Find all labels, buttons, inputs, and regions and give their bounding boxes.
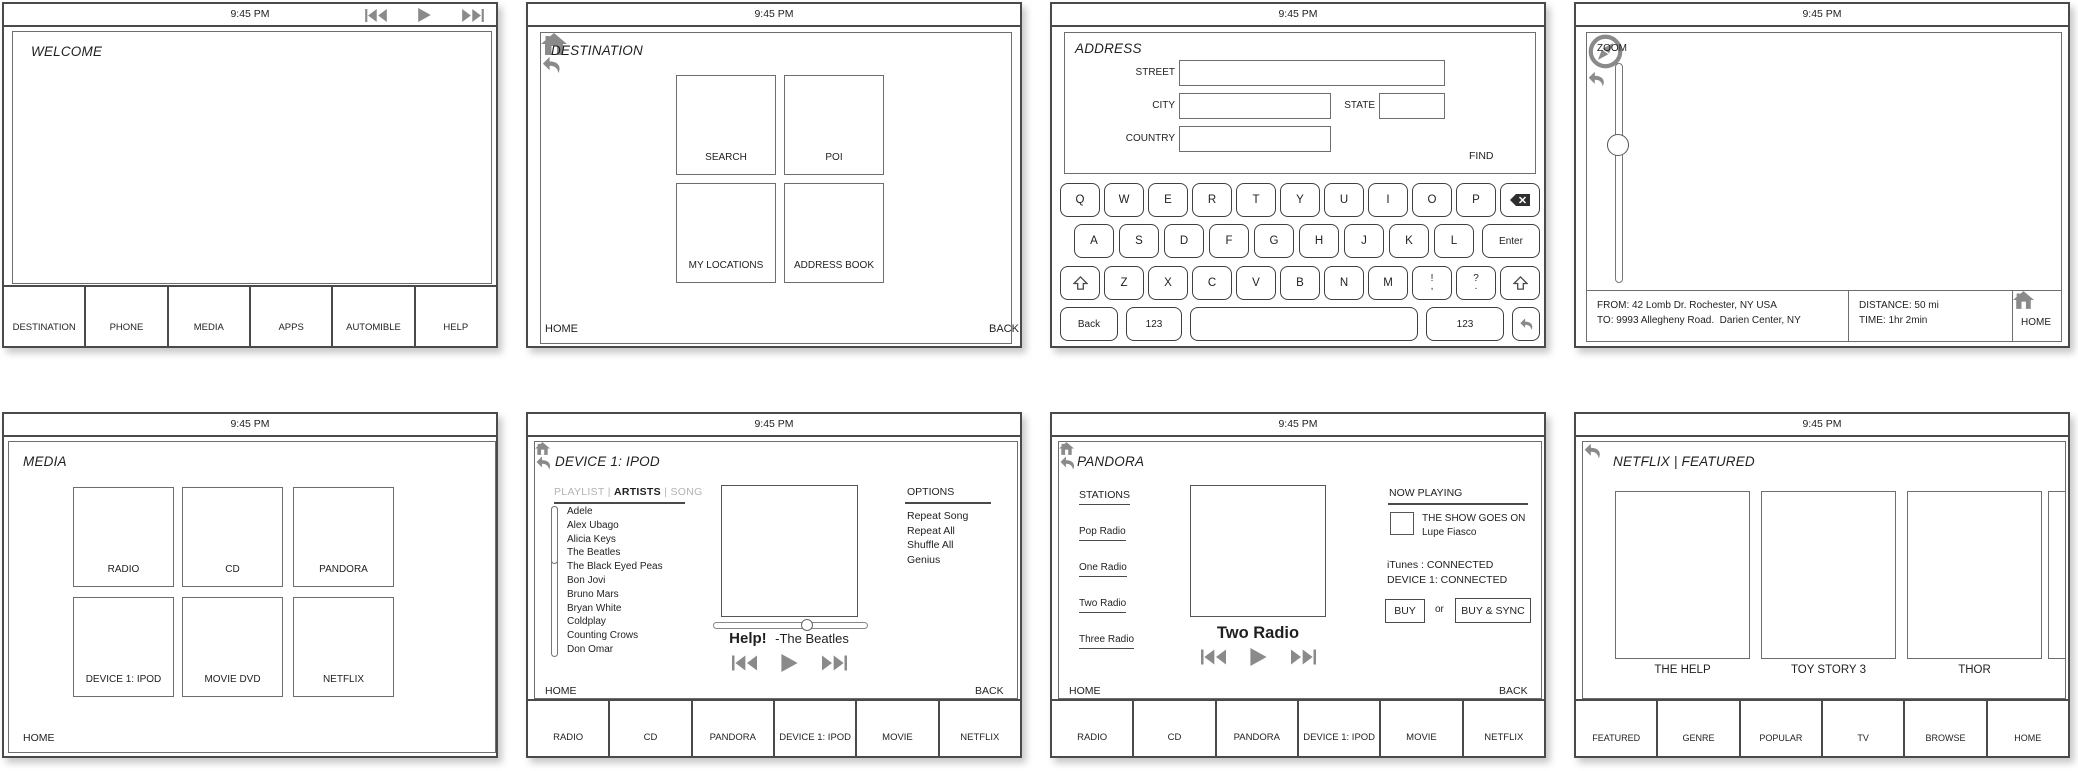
panel-welcome	[2, 2, 498, 348]
movie-poster[interactable]	[1761, 491, 1896, 659]
progress-track[interactable]	[713, 622, 868, 629]
my-locations-tile[interactable]: MY LOCATIONS	[676, 183, 776, 283]
movie-poster[interactable]	[1907, 491, 2042, 659]
key-w[interactable]: W	[1104, 183, 1144, 217]
panel-destination	[526, 2, 1022, 348]
nav-phone[interactable]: PHONE	[84, 287, 166, 346]
home-icon	[2013, 291, 2061, 309]
pandora-tile[interactable]: PANDORA	[293, 487, 394, 587]
nav-cd[interactable]: CD	[1132, 701, 1214, 756]
shift-key-left[interactable]	[1060, 266, 1100, 300]
panel-ipod	[526, 412, 1022, 758]
home-label[interactable]: HOME	[545, 685, 577, 697]
previous-track-icon[interactable]	[361, 9, 391, 22]
now-playing-info	[1422, 512, 1525, 540]
nav-pandora[interactable]: PANDORA	[1215, 701, 1297, 756]
netflix-tile[interactable]: NETFLIX	[293, 597, 394, 697]
page-title: DEVICE 1: IPOD	[555, 454, 660, 469]
back-label[interactable]: BACK	[989, 323, 1019, 335]
key-y[interactable]: Y	[1280, 183, 1320, 217]
nav-cd[interactable]: CD	[608, 701, 690, 756]
station-one-radio[interactable]: One Radio	[1079, 562, 1127, 577]
list-item[interactable]: Adele	[567, 506, 593, 517]
key-f[interactable]: F	[1209, 224, 1249, 258]
nav-home[interactable]: HOME	[1986, 701, 2068, 756]
address-book-tile[interactable]: ADDRESS BOOK	[784, 183, 884, 283]
list-item[interactable]: Don Omar	[567, 643, 614, 655]
home-cell[interactable]	[2013, 291, 2061, 341]
list-item[interactable]: Coldplay	[567, 616, 606, 628]
back-icon[interactable]	[1587, 70, 2061, 89]
or-label: or	[1435, 604, 1444, 615]
clock: 9:45 PM	[1802, 418, 1842, 430]
tab-separator: |	[607, 486, 611, 498]
key-u[interactable]: U	[1324, 183, 1364, 217]
movie-title: THE HELP	[1654, 664, 1711, 676]
destination-content	[540, 32, 1019, 344]
list-item[interactable]: The Beatles	[567, 547, 621, 559]
album-art	[1190, 485, 1326, 617]
street-field[interactable]	[1179, 60, 1445, 86]
tab-playlist[interactable]: PLAYLIST	[554, 486, 605, 498]
list-item[interactable]: Bryan White	[567, 602, 622, 614]
country-label: COUNTRY	[1125, 133, 1175, 144]
nav-ipod[interactable]: DEVICE 1: IPOD	[1297, 701, 1379, 756]
album-art	[721, 485, 858, 617]
key-question-label: ?	[1473, 273, 1479, 284]
tab-artists[interactable]: ARTISTS	[613, 486, 661, 498]
key-n[interactable]: N	[1324, 266, 1364, 300]
now-playing-text	[679, 630, 899, 648]
station-pop-radio[interactable]: Pop Radio	[1079, 526, 1126, 541]
route-info-bar	[1587, 290, 2061, 341]
back-label[interactable]: BACK	[1499, 685, 1528, 697]
panel-address	[1050, 2, 1546, 348]
play-icon[interactable]	[417, 8, 432, 22]
key-z[interactable]: Z	[1104, 266, 1144, 300]
key-e[interactable]: E	[1148, 183, 1188, 217]
status-bar	[1576, 4, 2068, 27]
list-item[interactable]: The Black Eyed Peas	[567, 561, 663, 573]
artist-list	[567, 505, 663, 657]
stations-title: STATIONS	[1079, 489, 1130, 505]
nav-apps[interactable]: APPS	[249, 287, 331, 346]
options-title: OPTIONS	[907, 486, 955, 498]
netflix-nav	[1576, 699, 2068, 756]
next-track-icon[interactable]	[822, 655, 847, 671]
now-playing-artist: Lupe Fiasco	[1422, 527, 1477, 538]
main-nav	[4, 285, 496, 346]
movie-poster-partial[interactable]	[2048, 491, 2066, 659]
key-o[interactable]: O	[1412, 183, 1452, 217]
undo-key[interactable]	[1512, 307, 1540, 341]
nav-popular[interactable]: POPULAR	[1739, 701, 1821, 756]
key-comma-label: ,	[1430, 281, 1434, 292]
country-field[interactable]	[1179, 126, 1331, 152]
tabs-underline	[554, 502, 685, 504]
city-label: CITY	[1152, 100, 1175, 111]
find-button[interactable]: FIND	[1469, 150, 1494, 162]
nav-browse[interactable]: BROWSE	[1903, 701, 1985, 756]
zoom-slider-thumb[interactable]	[1607, 134, 1629, 156]
nav-movie[interactable]: MOVIE	[855, 701, 937, 756]
current-station-title: Two Radio	[1216, 624, 1300, 642]
back-icon[interactable]	[541, 55, 1011, 76]
poi-tile[interactable]: POI	[784, 75, 884, 175]
route-to: TO: 9993 Allegheny Road. Darien Center, NY	[1597, 315, 1801, 326]
panel-pandora	[1050, 412, 1546, 758]
back-label[interactable]: BACK	[975, 685, 1004, 697]
key-g[interactable]: G	[1254, 224, 1294, 258]
status-bar	[4, 414, 496, 437]
clock: 9:45 PM	[754, 418, 794, 430]
key-p[interactable]: P	[1456, 183, 1496, 217]
home-label[interactable]: HOME	[1069, 685, 1101, 697]
movie-poster[interactable]	[1615, 491, 1750, 659]
options-underline	[905, 502, 991, 504]
route-addresses	[1587, 291, 1849, 341]
nav-genre[interactable]: GENRE	[1656, 701, 1738, 756]
movie-dvd-tile[interactable]: MOVIE DVD	[182, 597, 283, 697]
key-period-label: .	[1474, 281, 1478, 292]
option-repeat-song[interactable]: Repeat Song	[907, 510, 969, 522]
clock: 9:45 PM	[1802, 8, 1842, 20]
next-track-icon[interactable]	[1291, 649, 1316, 665]
list-item[interactable]: Counting Crows	[567, 630, 639, 642]
key-exclaim-label: !	[1430, 273, 1434, 284]
movie-title: THOR	[1958, 664, 1991, 676]
list-item[interactable]: Bon Jovi	[567, 574, 606, 586]
nav-featured[interactable]: FEATURED	[1592, 733, 1641, 743]
backspace-key[interactable]	[1500, 183, 1540, 217]
media-nav	[1052, 699, 1544, 756]
street-label: STREET	[1135, 67, 1175, 78]
page-title: PANDORA	[1077, 454, 1145, 469]
connection-status	[1387, 558, 1507, 588]
clock: 9:45 PM	[230, 8, 270, 20]
undo-arrow-icon	[1519, 317, 1534, 332]
buy-sync-button[interactable]: BUY & SYNC	[1455, 598, 1531, 623]
home-label[interactable]: HOME	[23, 732, 55, 744]
city-field[interactable]	[1179, 93, 1331, 119]
nav-radio[interactable]: RADIO	[1077, 732, 1108, 743]
key-t[interactable]: T	[1236, 183, 1276, 217]
play-icon[interactable]	[1250, 648, 1267, 666]
library-tabs	[554, 486, 703, 498]
buy-button[interactable]: BUY	[1385, 599, 1425, 623]
state-field[interactable]	[1379, 93, 1445, 119]
previous-track-icon[interactable]	[732, 655, 757, 671]
device-status: DEVICE 1: CONNECTED	[1387, 574, 1508, 586]
address-form	[1064, 32, 1536, 174]
nav-tv[interactable]: TV	[1821, 701, 1903, 756]
play-icon[interactable]	[781, 654, 798, 672]
page-title: MEDIA	[23, 454, 67, 469]
home-label[interactable]: HOME	[545, 323, 578, 335]
option-repeat-all[interactable]: Repeat All	[907, 524, 955, 537]
now-playing-underline	[1388, 503, 1528, 505]
previous-track-icon[interactable]	[1201, 649, 1226, 665]
num-key-left[interactable]: 123	[1126, 307, 1182, 341]
now-playing-title: NOW PLAYING	[1389, 487, 1463, 499]
media-nav	[528, 699, 1020, 756]
key-i[interactable]: I	[1368, 183, 1408, 217]
list-item[interactable]: Bruno Mars	[567, 588, 619, 600]
list-item[interactable]: Alex Ubago	[567, 519, 619, 531]
status-bar	[528, 4, 1020, 27]
key-l[interactable]: L	[1434, 224, 1474, 258]
playback-controls	[1148, 648, 1368, 666]
status-bar	[1052, 4, 1544, 27]
playback-controls	[679, 654, 899, 672]
map-view[interactable]	[1586, 32, 2062, 342]
key-v[interactable]: V	[1236, 266, 1276, 300]
nav-movie[interactable]: MOVIE	[1379, 701, 1461, 756]
key-s[interactable]: S	[1119, 224, 1159, 258]
page-title: NETFLIX | FEATURED	[1613, 454, 1755, 469]
search-tile[interactable]: SEARCH	[676, 75, 776, 175]
state-label: STATE	[1344, 100, 1375, 111]
home-label: HOME	[2021, 317, 2051, 328]
route-distance: DISTANCE: 50 mi	[1859, 300, 1939, 311]
zoom-label: ZOOM	[1597, 43, 1627, 54]
panel-map	[1574, 2, 2070, 348]
route-stats	[1849, 291, 2013, 341]
key-c[interactable]: C	[1192, 266, 1232, 300]
backspace-icon	[1510, 194, 1530, 206]
status-bar	[1052, 414, 1544, 437]
station-two-radio[interactable]: Two Radio	[1079, 598, 1126, 613]
media-content	[8, 441, 496, 753]
zoom-slider-track[interactable]	[1615, 63, 1623, 283]
nav-netflix[interactable]: NETFLIX	[938, 701, 1020, 756]
key-q[interactable]: Q	[1060, 183, 1100, 217]
key-d[interactable]: D	[1164, 224, 1204, 258]
panel-netflix	[1574, 412, 2070, 758]
clock: 9:45 PM	[754, 8, 794, 20]
clock: 9:45 PM	[230, 418, 270, 430]
status-bar	[4, 4, 496, 27]
key-x[interactable]: X	[1148, 266, 1188, 300]
nav-radio[interactable]: RADIO	[553, 732, 584, 743]
station-three-radio[interactable]: Three Radio	[1079, 634, 1134, 649]
shift-icon	[1073, 276, 1088, 291]
enter-key[interactable]: Enter	[1482, 224, 1540, 258]
nav-help[interactable]: HELP	[414, 287, 496, 346]
key-r[interactable]: R	[1192, 183, 1232, 217]
clock: 9:45 PM	[1278, 418, 1318, 430]
ipod-content	[534, 441, 1018, 699]
key-j[interactable]: J	[1344, 224, 1384, 258]
itunes-status: iTunes : CONNECTED	[1387, 559, 1494, 571]
compass-icon	[1587, 33, 2061, 70]
key-k[interactable]: K	[1389, 224, 1429, 258]
shift-key-right[interactable]	[1500, 266, 1540, 300]
options-list	[907, 509, 968, 567]
netflix-content	[1582, 441, 2066, 699]
page-title: WELCOME	[31, 44, 103, 59]
num-key-right[interactable]: 123	[1426, 307, 1504, 341]
key-a[interactable]: A	[1074, 224, 1114, 258]
tab-separator: |	[664, 486, 668, 498]
now-playing-thumbnail	[1390, 512, 1414, 535]
nav-destination[interactable]: DESTINATION	[12, 322, 76, 333]
key-b[interactable]: B	[1280, 266, 1320, 300]
nav-netflix[interactable]: NETFLIX	[1462, 701, 1544, 756]
shift-icon	[1513, 276, 1528, 291]
route-time: TIME: 1hr 2min	[1859, 315, 1928, 326]
list-scrollbar-thumb[interactable]	[551, 506, 558, 564]
next-track-icon[interactable]	[458, 9, 488, 22]
key-exclaim-comma[interactable]	[1412, 266, 1452, 300]
route-from: FROM: 42 Lomb Dr. Rochester, NY USA	[1597, 300, 1777, 311]
page-title: ADDRESS	[1075, 41, 1142, 56]
key-h[interactable]: H	[1299, 224, 1339, 258]
movie-title: TOY STORY 3	[1790, 664, 1866, 676]
nav-media[interactable]: MEDIA	[167, 287, 249, 346]
page-title: DESTINATION	[551, 43, 643, 58]
panel-media	[2, 412, 498, 758]
back-key[interactable]: Back	[1060, 307, 1118, 341]
pandora-content	[1058, 441, 1542, 699]
nav-ipod[interactable]: DEVICE 1: IPOD	[773, 701, 855, 756]
nav-automobile[interactable]: AUTOMIBLE	[331, 287, 413, 346]
welcome-content	[12, 31, 492, 284]
list-item[interactable]: Alicia Keys	[567, 533, 616, 545]
ipod-tile[interactable]: DEVICE 1: IPOD	[73, 597, 174, 697]
song-title: Help!	[729, 630, 767, 647]
status-bar	[528, 414, 1020, 437]
space-key[interactable]	[1190, 307, 1418, 341]
option-shuffle-all[interactable]: Shuffle All	[907, 539, 954, 551]
song-artist: -The Beatles	[775, 631, 849, 646]
status-bar	[1576, 414, 2068, 437]
option-genius[interactable]: Genius	[907, 553, 941, 566]
key-question-period[interactable]	[1456, 266, 1496, 300]
now-playing-song: THE SHOW GOES ON	[1422, 513, 1526, 524]
clock: 9:45 PM	[1278, 8, 1318, 20]
cd-tile[interactable]: CD	[182, 487, 283, 587]
key-m[interactable]: M	[1368, 266, 1408, 300]
tab-song[interactable]: SONG	[670, 486, 703, 498]
nav-pandora[interactable]: PANDORA	[691, 701, 773, 756]
radio-tile[interactable]: RADIO	[73, 487, 174, 587]
